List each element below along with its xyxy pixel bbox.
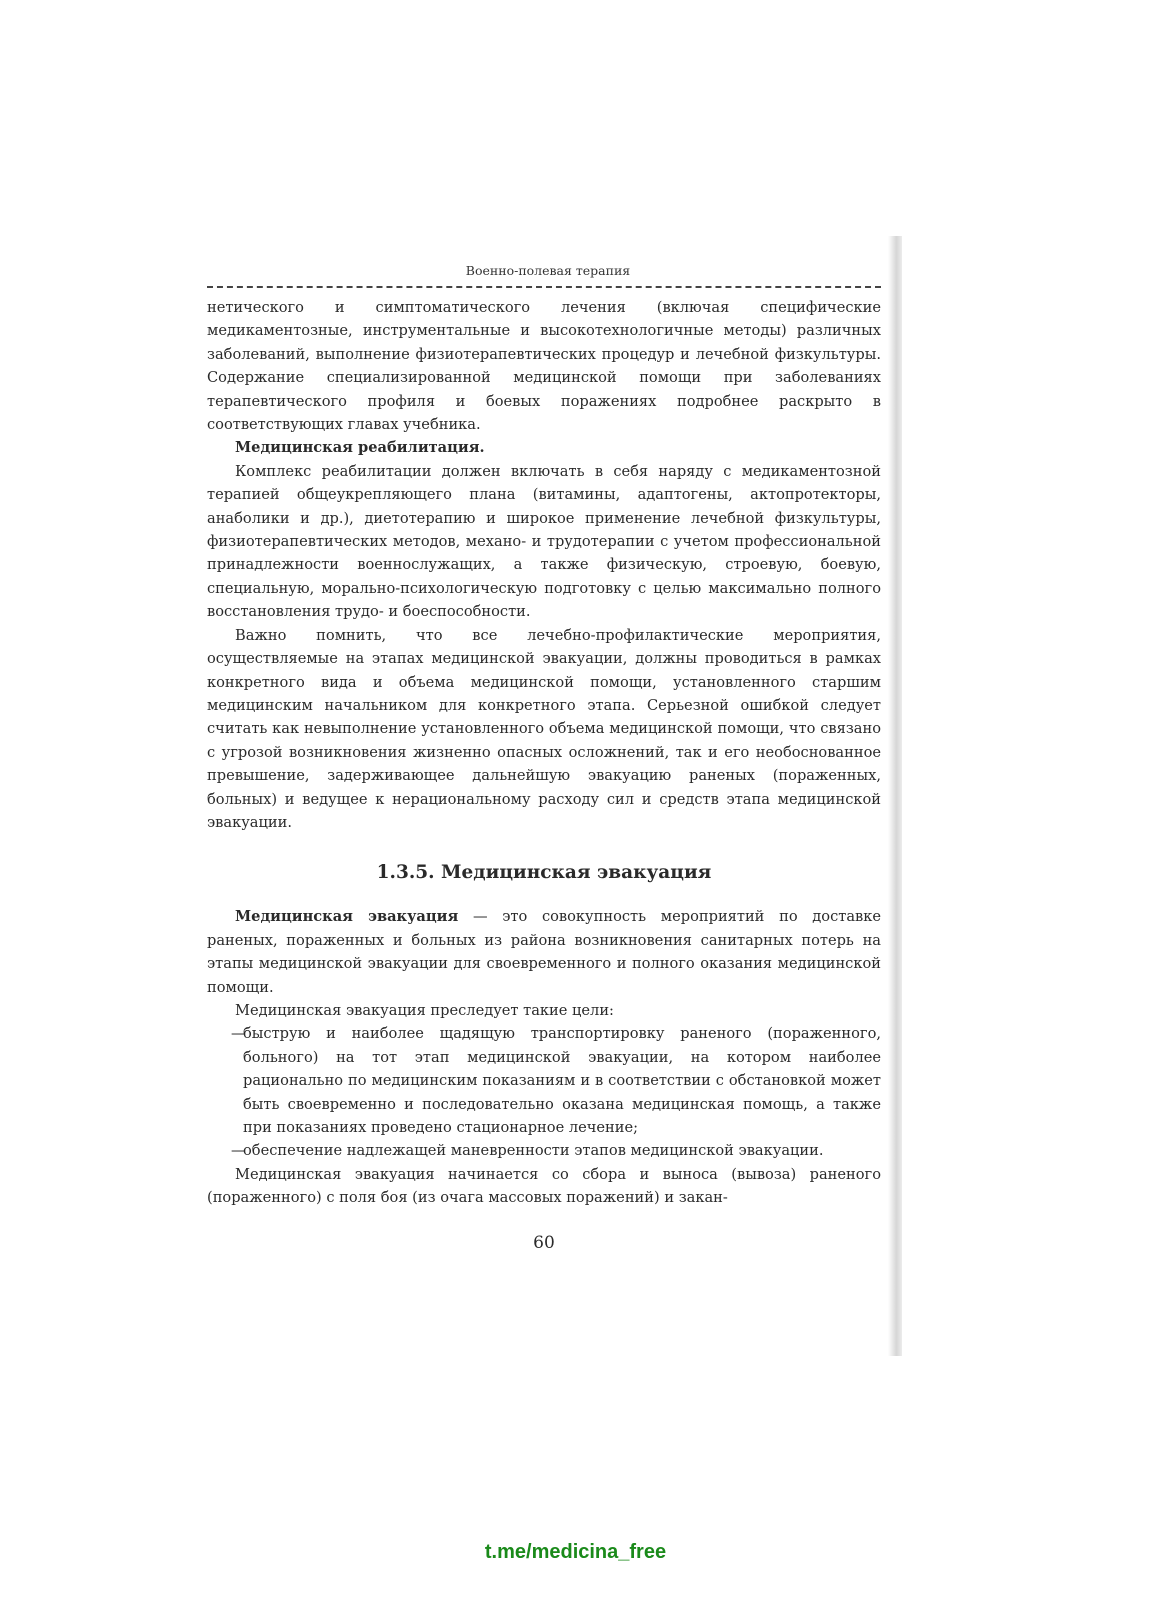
dash-bullet: — bbox=[231, 1025, 246, 1043]
definition-term: Медицинская эвакуация bbox=[235, 908, 459, 926]
book-page bbox=[207, 262, 881, 1253]
watermark-link[interactable]: t.me/medicina_free bbox=[484, 1541, 667, 1563]
running-head: Военно-полевая терапия bbox=[465, 263, 631, 278]
list-item-text: обеспечение надлежащей маневренности этапов медицинской эвакуации. bbox=[243, 1142, 824, 1160]
page-number: 60 bbox=[533, 1232, 555, 1253]
list-item bbox=[207, 1139, 881, 1162]
text-block bbox=[207, 296, 881, 834]
paragraph-rehabilitation: Комплекс реабилитации должен включать в себя наряду с медикаментозной терапией общеукрепляющего плана (витамины, адаптогены, актопротекторы, анаболики и др.), диетотерапию и широкое применение лечебной физкультуры, физиотерапевтических методов, механо- и трудотерапии с учетом профессиональной принадлежности военнослужащих, а также физическую, строевую, боевую, специальную, морально-психологическую подготовку с целью максимально полного восстановления трудо- и боеспособности. bbox=[207, 462, 881, 621]
header-rule bbox=[207, 286, 881, 288]
list-item bbox=[207, 1022, 881, 1139]
goals-intro: Медицинская эвакуация преследует такие цели: bbox=[235, 1001, 614, 1019]
paragraph-important: Важно помнить, что все лечебно-профилактические мероприятия, осуществляемые на этапах медицинской эвакуации, должны проводиться в рамках конкретного вида и объема медицинской помощи, установленного старшим медицинским начальником для конкретного этапа. Серьезной ошибкой следует считать как невыполнение установленного объема медицинской помощи, что связано с угрозой возникновения жизненно опасных осложнений, так и его необоснованное превышение, задерживающее дальнейшую эвакуацию раненых (пораженных, больных) и ведущее к нерациональному расходу сил и средств этапа медицинской эвакуации. bbox=[207, 626, 881, 831]
goals-list bbox=[207, 1022, 881, 1162]
dash-bullet: — bbox=[231, 1142, 246, 1160]
definition-text: — это совокупность мероприятий по доставке раненых, пораженных и больных из района возникновения санитарных потерь на этапы медицинской эвакуации для своевременного и полного оказания медицинской помощи. bbox=[207, 908, 881, 996]
definition-paragraph bbox=[207, 905, 881, 999]
paragraph-continued: нетического и симптоматического лечения (включая специфические медикаментозные, инструментальные и высокотехнологичные методы) различных заболеваний, выполнение физиотерапевтических процедур и лечебной физкультуры. Содержание специализированной медицинской помощи при заболеваниях терапевтического профиля и боевых поражениях подробнее раскрыто в соответствующих главах учебника. bbox=[207, 299, 881, 434]
closing-paragraph: Медицинская эвакуация начинается со сбора и выноса (вывоза) раненого (пораженного) с поля боя (из очага массовых поражений) и закан- bbox=[207, 1165, 881, 1207]
rehabilitation-heading: Медицинская реабилитация. bbox=[235, 439, 485, 457]
section-body bbox=[207, 905, 881, 1209]
page-edge-shadow bbox=[888, 236, 902, 1356]
list-item-text: быструю и наиболее щадящую транспортировку раненого (пораженного, больного) на тот этап медицинской эвакуации, на котором наиболее рационально по медицинским показаниям и в соответствии с обстановкой может быть своевременно и последовательно оказана медицинская помощь, а также при показаниях проведено стационарное лечение; bbox=[243, 1025, 881, 1136]
section-title: 1.3.5. Медицинская эвакуация bbox=[376, 862, 712, 884]
